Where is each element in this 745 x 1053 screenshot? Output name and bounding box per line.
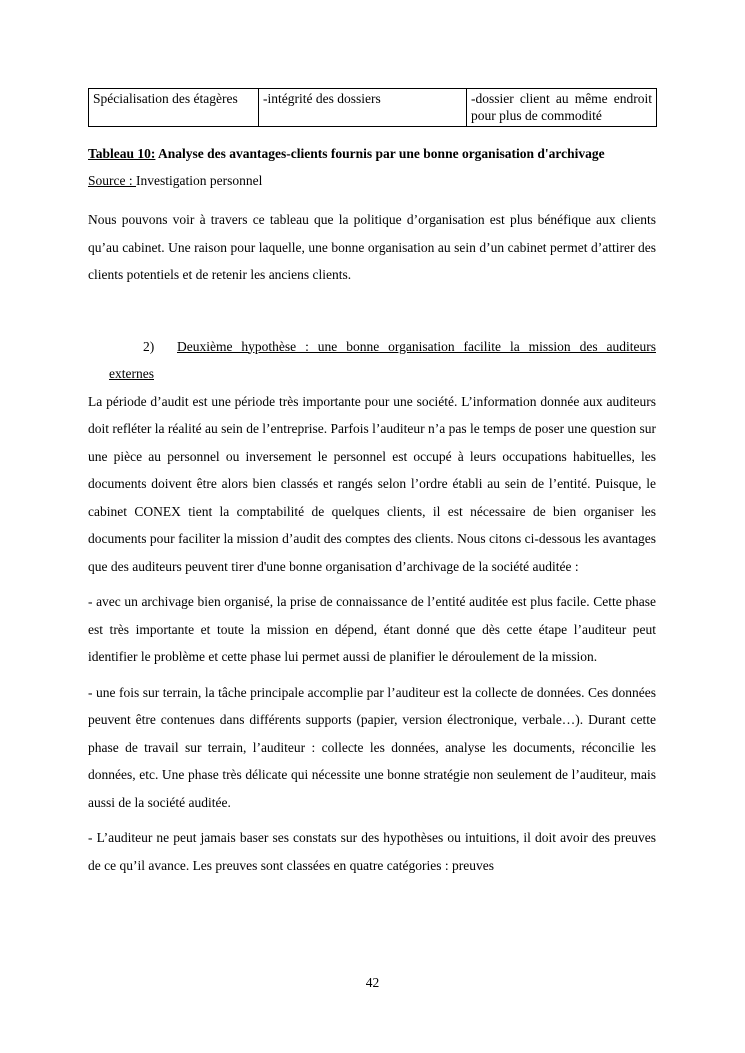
table-cell: -dossier client au même endroit pour plus de commodité bbox=[467, 89, 657, 127]
body-paragraph: - une fois sur terrain, la tâche principale accomplie par l’auditeur est la collecte de données. Ces données peuvent être contenues dans différents supports (papier, version électronique, verbale…). Durant cette phase de travail sur terrain, l’auditeur : collecte les données, analyse les documents, réconcilie les données, etc. Une phase très délicate qui nécessite une bonne stratégie non seulement de l’auditeur, mais aussi de la société auditée. bbox=[88, 684, 656, 810]
table-cell: Spécialisation des étagères bbox=[89, 89, 259, 127]
page-content bbox=[88, 88, 656, 879]
body-paragraph: - L’auditeur ne peut jamais baser ses constats sur des hypothèses ou intuitions, il doit avoir des preuves de ce qu’il avance. Les preuves sont classées en quatre catégories : preuves bbox=[88, 830, 656, 873]
caption-label: Tableau 10: bbox=[88, 146, 156, 161]
section-number: 2) bbox=[143, 338, 155, 354]
intro-paragraph: Nous pouvons voir à travers ce tableau que la politique d’organisation est plus bénéfique aux clients qu’au cabinet. Une raison pour laquelle, une bonne organisation au sein d’un cabinet permet d’attirer des clients potentiels et de retenir les anciens clients. bbox=[88, 212, 656, 282]
body-paragraph: La période d’audit est une période très importante pour une société. L’information donnée aux auditeurs doit refléter la réalité au sein de l’entreprise. Parfois l’auditeur n’a pas le temps de poser une question sur une pièce au personnel ou inversement le personnel est occupé à leurs occupations habituelles, les documents doivent être alors bien classés et rangés selon l’ordre établi au sein de l’entité. Puisque, le cabinet CONEX tient la comptabilité de quelques clients, il est nécessaire de bien organiser les documents pour faciliter la mission d’audit des comptes des clients. Nous citons ci-dessous les avantages que des auditeurs peuvent tirer d'une bonne organisation d’archivage de la société auditée : bbox=[88, 393, 656, 574]
table-cell: -intégrité des dossiers bbox=[259, 89, 467, 127]
section-title-continuation: externes bbox=[109, 366, 154, 381]
table-row bbox=[89, 89, 657, 127]
advantages-table bbox=[88, 88, 657, 127]
table-source bbox=[88, 172, 656, 190]
section-title: Deuxième hypothèse : une bonne organisation facilite la mission des auditeurs bbox=[177, 338, 656, 354]
body-paragraph: - avec un archivage bien organisé, la prise de connaissance de l’entité auditée est plus facile. Cette phase est très importante et toute la mission en dépend, étant donné que dès cette étape l’auditeur peut identifier le problème et cette phase lui permet aussi de planifier le déroulement de la mission. bbox=[88, 594, 656, 664]
source-text: Investigation personnel bbox=[136, 173, 263, 188]
page-number: 42 bbox=[365, 975, 380, 990]
caption-text: Analyse des avantages-clients fournis par une bonne organisation d'archivage bbox=[155, 146, 605, 161]
section-heading bbox=[88, 333, 656, 388]
source-label: Source : bbox=[88, 173, 136, 188]
table-caption bbox=[88, 145, 656, 163]
